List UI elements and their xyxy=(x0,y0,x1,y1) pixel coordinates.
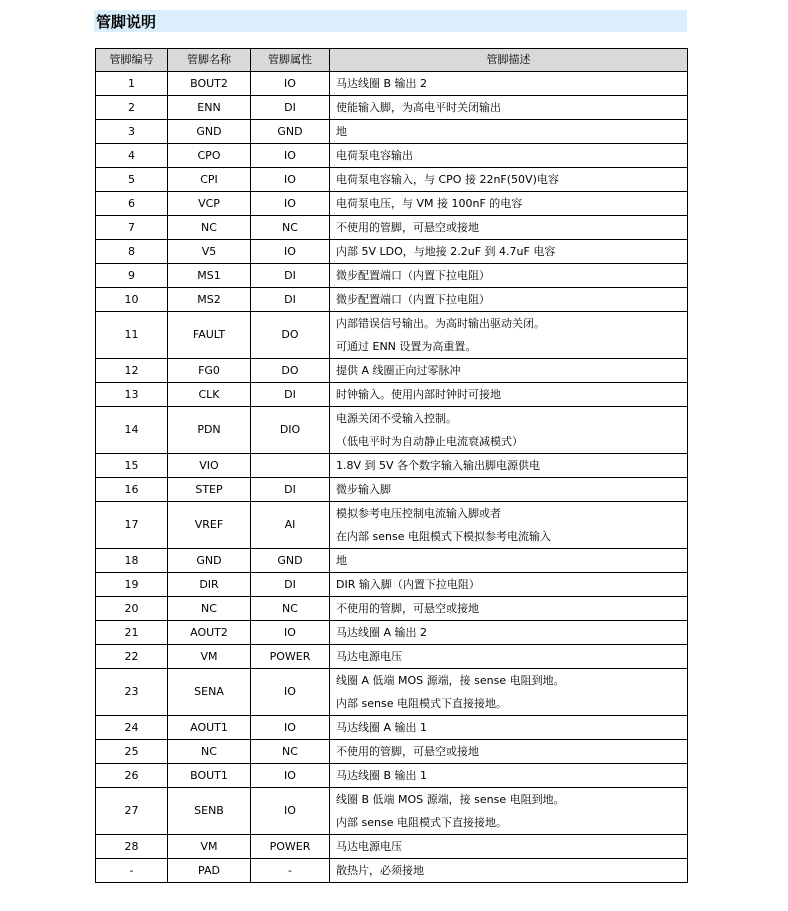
description-line: 提供 A 线圈正向过零脉冲 xyxy=(336,364,461,377)
table-row xyxy=(96,478,688,502)
pin-name-cell: AOUT1 xyxy=(168,716,251,740)
pin-name-cell: GND xyxy=(168,549,251,573)
pin-attribute-cell: IO xyxy=(251,144,330,168)
table-row xyxy=(96,240,688,264)
pin-description-cell xyxy=(330,621,688,645)
description-line: （低电平时为自动静止电流衰减模式） xyxy=(336,435,523,448)
pin-description-cell xyxy=(330,454,688,478)
table-row xyxy=(96,216,688,240)
table-row xyxy=(96,168,688,192)
pin-attribute-cell: IO xyxy=(251,669,330,716)
pin-attribute-cell: IO xyxy=(251,788,330,835)
pin-number-cell: 22 xyxy=(96,645,168,669)
pin-attribute-cell xyxy=(251,454,330,478)
pin-attribute-cell: IO xyxy=(251,72,330,96)
pin-name-cell: VIO xyxy=(168,454,251,478)
description-line: 内部错误信号输出。为高时输出驱动关闭。 xyxy=(336,317,545,330)
table-row xyxy=(96,192,688,216)
pin-number-cell: 6 xyxy=(96,192,168,216)
pin-number-cell: 28 xyxy=(96,835,168,859)
pin-description-cell xyxy=(330,383,688,407)
pin-attribute-cell: DI xyxy=(251,96,330,120)
pin-description-cell xyxy=(330,96,688,120)
table-row xyxy=(96,359,688,383)
pin-name-cell: NC xyxy=(168,597,251,621)
header-pin-name: 管脚名称 xyxy=(168,49,251,72)
pin-number-cell: 4 xyxy=(96,144,168,168)
pin-description-cell xyxy=(330,645,688,669)
description-line: 马达电源电压 xyxy=(336,650,402,663)
pin-description-cell xyxy=(330,788,688,835)
pin-number-cell: 27 xyxy=(96,788,168,835)
pin-number-cell: 13 xyxy=(96,383,168,407)
table-row xyxy=(96,288,688,312)
pin-name-cell: NC xyxy=(168,216,251,240)
pin-attribute-cell: NC xyxy=(251,740,330,764)
table-row xyxy=(96,645,688,669)
pin-description-cell xyxy=(330,549,688,573)
pin-attribute-cell: IO xyxy=(251,240,330,264)
pin-attribute-cell: GND xyxy=(251,549,330,573)
description-line: 地 xyxy=(336,554,347,567)
pin-attribute-cell: IO xyxy=(251,621,330,645)
pin-attribute-cell: AI xyxy=(251,502,330,549)
pin-number-cell: 12 xyxy=(96,359,168,383)
description-line: 不使用的管脚，可悬空或接地 xyxy=(336,745,479,758)
pin-description-cell xyxy=(330,240,688,264)
pin-attribute-cell: - xyxy=(251,859,330,883)
pin-number-cell: 25 xyxy=(96,740,168,764)
table-row xyxy=(96,788,688,835)
table-row xyxy=(96,716,688,740)
pin-number-cell: 2 xyxy=(96,96,168,120)
pin-attribute-cell: IO xyxy=(251,168,330,192)
pin-name-cell: VCP xyxy=(168,192,251,216)
description-line: 不使用的管脚，可悬空或接地 xyxy=(336,602,479,615)
pin-attribute-cell: DI xyxy=(251,383,330,407)
pin-name-cell: VREF xyxy=(168,502,251,549)
pin-number-cell: 3 xyxy=(96,120,168,144)
pin-number-cell: - xyxy=(96,859,168,883)
section-title-bar xyxy=(94,10,687,32)
table-row xyxy=(96,597,688,621)
pin-number-cell: 23 xyxy=(96,669,168,716)
pin-name-cell: DIR xyxy=(168,573,251,597)
table-row xyxy=(96,621,688,645)
pin-attribute-cell: DI xyxy=(251,288,330,312)
description-line: 可通过 ENN 设置为高重置。 xyxy=(336,340,477,353)
description-line: 微步输入脚 xyxy=(336,483,391,496)
pin-description-cell xyxy=(330,192,688,216)
pin-number-cell: 19 xyxy=(96,573,168,597)
pin-description-cell xyxy=(330,669,688,716)
pin-number-cell: 21 xyxy=(96,621,168,645)
description-line: 微步配置端口（内置下拉电阻） xyxy=(336,293,490,306)
pin-name-cell: PDN xyxy=(168,407,251,454)
pin-number-cell: 5 xyxy=(96,168,168,192)
table-row xyxy=(96,669,688,716)
table-row xyxy=(96,407,688,454)
pin-description-cell xyxy=(330,312,688,359)
pin-description-cell xyxy=(330,144,688,168)
description-line: 马达线圈 A 输出 2 xyxy=(336,626,428,639)
pin-description-cell xyxy=(330,835,688,859)
pin-description-cell xyxy=(330,573,688,597)
table-row xyxy=(96,454,688,478)
pin-attribute-cell: DO xyxy=(251,312,330,359)
pin-description-cell xyxy=(330,502,688,549)
pin-number-cell: 18 xyxy=(96,549,168,573)
pin-name-cell: SENB xyxy=(168,788,251,835)
pin-description-cell xyxy=(330,359,688,383)
pin-attribute-cell: IO xyxy=(251,716,330,740)
pin-name-cell: FAULT xyxy=(168,312,251,359)
pin-attribute-cell: DI xyxy=(251,478,330,502)
pin-description-table xyxy=(95,48,688,883)
pin-attribute-cell: DIO xyxy=(251,407,330,454)
pin-description-cell xyxy=(330,716,688,740)
pin-name-cell: ENN xyxy=(168,96,251,120)
description-line: 在内部 sense 电阻模式下模拟参考电流输入 xyxy=(336,530,551,543)
pin-attribute-cell: POWER xyxy=(251,835,330,859)
table-row xyxy=(96,120,688,144)
description-line: 微步配置端口（内置下拉电阻） xyxy=(336,269,490,282)
description-line: 电荷泵电压，与 VM 接 100nF 的电容 xyxy=(336,197,523,210)
description-line: 马达电源电压 xyxy=(336,840,402,853)
pin-name-cell: VM xyxy=(168,835,251,859)
pin-name-cell: CLK xyxy=(168,383,251,407)
pin-description-cell xyxy=(330,764,688,788)
description-line: 使能输入脚，为高电平时关闭输出 xyxy=(336,101,501,114)
pin-name-cell: BOUT2 xyxy=(168,72,251,96)
pin-attribute-cell: IO xyxy=(251,192,330,216)
description-line: 马达线圈 B 输出 1 xyxy=(336,769,428,782)
header-pin-attribute: 管脚属性 xyxy=(251,49,330,72)
pin-number-cell: 7 xyxy=(96,216,168,240)
pin-name-cell: MS2 xyxy=(168,288,251,312)
pin-description-cell xyxy=(330,740,688,764)
pin-description-cell xyxy=(330,288,688,312)
pin-name-cell: GND xyxy=(168,120,251,144)
description-line: 时钟输入。使用内部时钟时可接地 xyxy=(336,388,501,401)
pin-number-cell: 14 xyxy=(96,407,168,454)
pin-number-cell: 9 xyxy=(96,264,168,288)
table-row xyxy=(96,549,688,573)
pin-number-cell: 11 xyxy=(96,312,168,359)
table-row xyxy=(96,502,688,549)
pin-attribute-cell: NC xyxy=(251,597,330,621)
section-title: 管脚说明 xyxy=(96,13,157,31)
header-pin-description: 管脚描述 xyxy=(330,49,688,72)
table-header-row xyxy=(96,49,688,72)
pin-name-cell: CPO xyxy=(168,144,251,168)
description-line: 散热片，必须接地 xyxy=(336,864,424,877)
description-line: 地 xyxy=(336,125,347,138)
pin-description-cell xyxy=(330,120,688,144)
pin-description-cell xyxy=(330,859,688,883)
table-row xyxy=(96,573,688,597)
pin-number-cell: 17 xyxy=(96,502,168,549)
pin-attribute-cell: IO xyxy=(251,764,330,788)
pin-description-cell xyxy=(330,72,688,96)
pin-name-cell: VM xyxy=(168,645,251,669)
pin-attribute-cell: DO xyxy=(251,359,330,383)
pin-number-cell: 20 xyxy=(96,597,168,621)
description-line: 线圈 A 低端 MOS 源端，接 sense 电阻到地。 xyxy=(336,674,565,687)
pin-description-cell xyxy=(330,597,688,621)
pin-description-cell xyxy=(330,168,688,192)
description-line: DIR 输入脚（内置下拉电阻） xyxy=(336,578,480,591)
pin-name-cell: NC xyxy=(168,740,251,764)
table-body xyxy=(96,72,688,883)
description-line: 线圈 B 低端 MOS 源端，接 sense 电阻到地。 xyxy=(336,793,565,806)
pin-attribute-cell: DI xyxy=(251,264,330,288)
pin-name-cell: MS1 xyxy=(168,264,251,288)
pin-name-cell: BOUT1 xyxy=(168,764,251,788)
pin-number-cell: 1 xyxy=(96,72,168,96)
pin-attribute-cell: NC xyxy=(251,216,330,240)
pin-description-cell xyxy=(330,478,688,502)
pin-name-cell: SENA xyxy=(168,669,251,716)
pin-number-cell: 10 xyxy=(96,288,168,312)
pin-number-cell: 26 xyxy=(96,764,168,788)
pin-description-cell xyxy=(330,407,688,454)
pin-name-cell: CPI xyxy=(168,168,251,192)
table-row xyxy=(96,859,688,883)
pin-name-cell: STEP xyxy=(168,478,251,502)
pin-attribute-cell: POWER xyxy=(251,645,330,669)
pin-attribute-cell: DI xyxy=(251,573,330,597)
table-row xyxy=(96,764,688,788)
description-line: 模拟参考电压控制电流输入脚或者 xyxy=(336,507,501,520)
description-line: 不使用的管脚，可悬空或接地 xyxy=(336,221,479,234)
table-row xyxy=(96,144,688,168)
table-row xyxy=(96,96,688,120)
table-row xyxy=(96,72,688,96)
table-row xyxy=(96,264,688,288)
table-row xyxy=(96,835,688,859)
pin-name-cell: FG0 xyxy=(168,359,251,383)
table-row xyxy=(96,740,688,764)
pin-name-cell: V5 xyxy=(168,240,251,264)
description-line: 内部 sense 电阻模式下直接接地。 xyxy=(336,697,507,710)
description-line: 内部 sense 电阻模式下直接接地。 xyxy=(336,816,507,829)
pin-description-cell xyxy=(330,216,688,240)
pin-attribute-cell: GND xyxy=(251,120,330,144)
pin-number-cell: 15 xyxy=(96,454,168,478)
description-line: 内部 5V LDO，与地接 2.2uF 到 4.7uF 电容 xyxy=(336,245,556,258)
description-line: 电荷泵电容输入，与 CPO 接 22nF(50V)电容 xyxy=(336,173,559,186)
pin-name-cell: AOUT2 xyxy=(168,621,251,645)
table-row xyxy=(96,383,688,407)
pin-number-cell: 16 xyxy=(96,478,168,502)
description-line: 马达线圈 A 输出 1 xyxy=(336,721,428,734)
description-line: 马达线圈 B 输出 2 xyxy=(336,77,428,90)
pin-number-cell: 8 xyxy=(96,240,168,264)
description-line: 1.8V 到 5V 各个数字输入输出脚电源供电 xyxy=(336,459,541,472)
description-line: 电源关闭不受输入控制。 xyxy=(336,412,457,425)
header-pin-number: 管脚编号 xyxy=(96,49,168,72)
description-line: 电荷泵电容输出 xyxy=(336,149,413,162)
pin-number-cell: 24 xyxy=(96,716,168,740)
table-row xyxy=(96,312,688,359)
pin-name-cell: PAD xyxy=(168,859,251,883)
pin-description-cell xyxy=(330,264,688,288)
